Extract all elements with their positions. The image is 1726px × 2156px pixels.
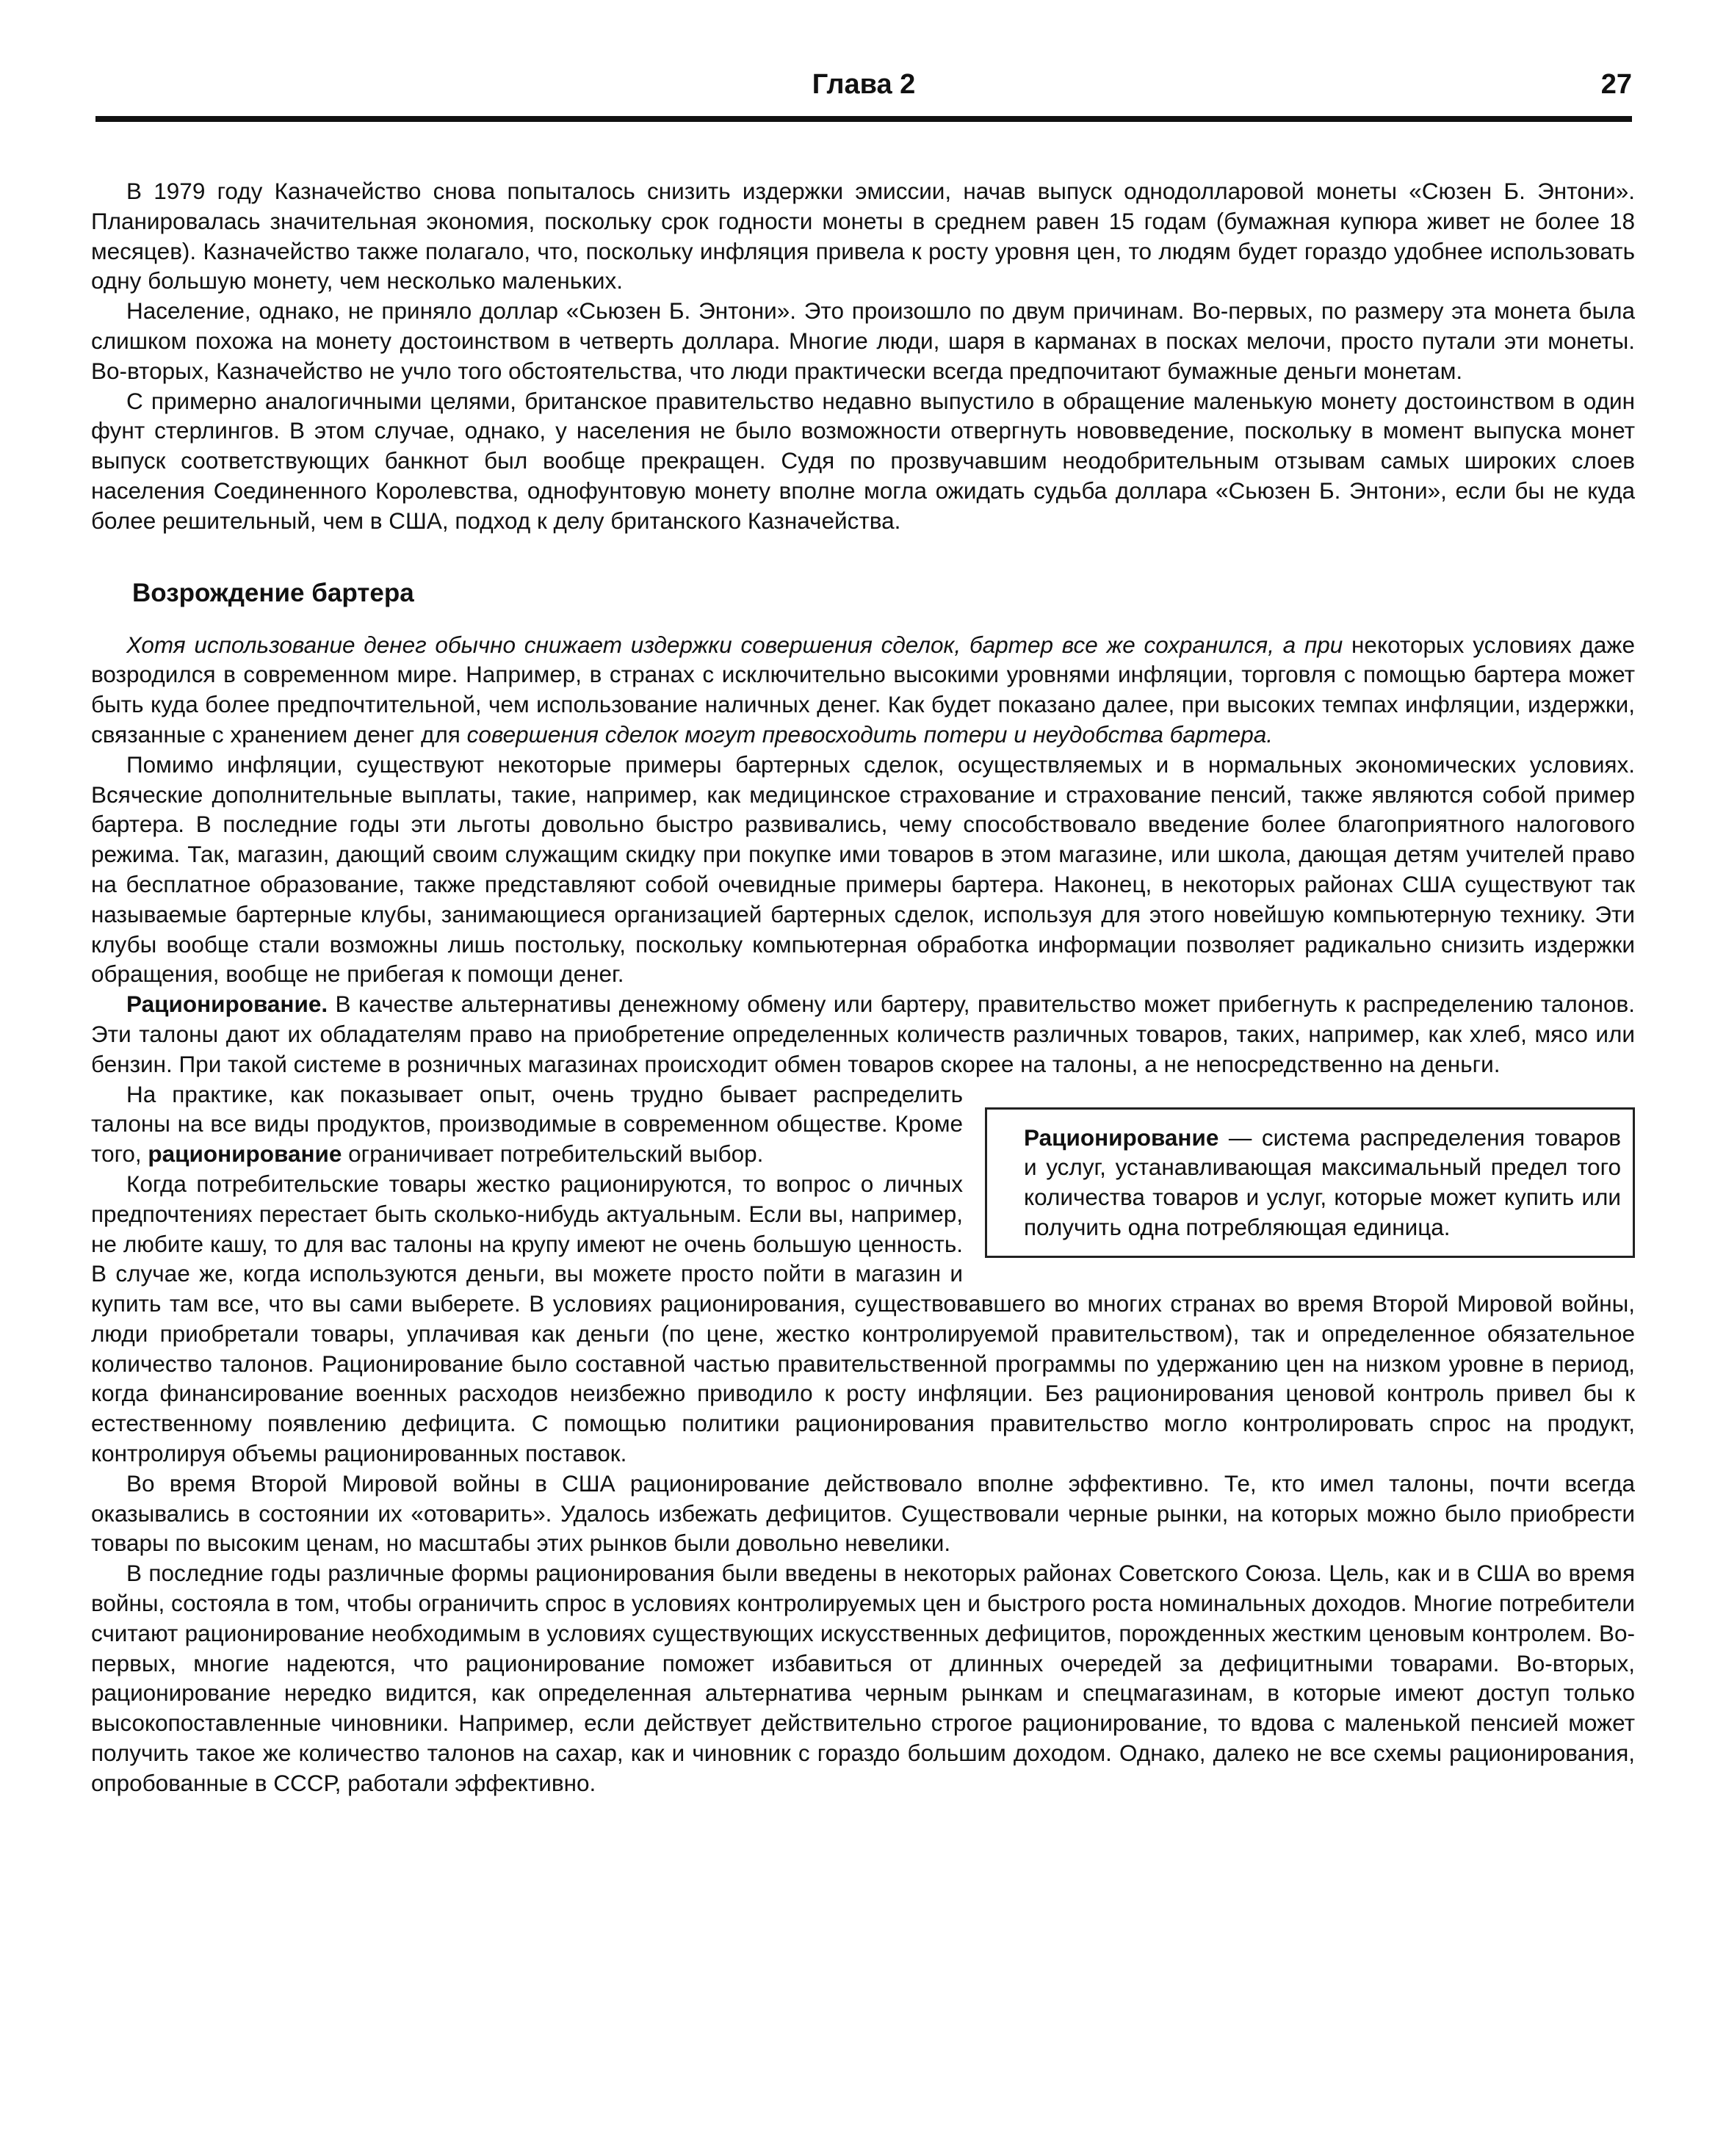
page-body — [91, 176, 1635, 1798]
definition-text — [1024, 1123, 1621, 1242]
emphasis-text: совершения сделок могут превосходить потери и неудобства бартера. — [466, 720, 1273, 748]
paragraph: В 1979 году Казначейство снова попыталось снизить издержки эмиссии, начав выпуск однодолларовой монеты «Сюзен Б. Энтони». Планировалась значительная экономия, поскольку срок годности монеты в среднем равен 15 годам (бумажная купюра живет не более 18 месяцев). Казначейство также полагало, что, поскольку инфляция привела к росту уровня цен, то людям будет гораздо удобнее использовать одну большую монету, чем несколько маленьких. — [91, 178, 1635, 294]
paragraph — [91, 989, 1635, 1079]
definition-body: — система распределения товаров и услуг, устанавливающая максимальный предел того количества товаров и услуг, которые может купить или получить одна потребляющая единица. — [1024, 1124, 1621, 1240]
run-in-heading: Рационирование. — [126, 991, 328, 1018]
paragraph: В последние годы различные формы рационирования были введены в некоторых районах Советского Союза. Цель, как и в США во время войны, состояла в том, чтобы ограничить спрос в условиях контролируемых цен и быстрого роста номинальных доходов. Многие потребители считают рационирование необходимым в условиях существующих искусственных дефицитов, порожденных жестким ценовым контролем. Во-первых, многие надеются, что рационирование поможет избавиться от длинных очередей за дефицитными товарами. Во-вторых, рационирование нередко видится, как определенная альтернатива черным рынкам и спецмагазинам, в которые имеют доступ только высокопоставленные чиновники. Например, если действует действительно строгое рационирование, то вдова с маленькой пенсией может получить такое же количество талонов на сахар, как и чиновник с гораздо большим доходом. Однако, далеко не все схемы рационирования, опробованные в СССР, работали эффективно. — [91, 1560, 1635, 1796]
page-number: 27 — [1600, 69, 1632, 100]
paragraph: Население, однако, не приняло доллар «Сьюзен Б. Энтони». Это произошло по двум причинам. Во-первых, по размеру эта монета была слишком похожа на монету достоинством в четверть доллара. Многие люди, шаря в карманах в посках мелочи, просто путали эти монеты. Во-вторых, Казначейство не учло того обстоятельства, что люди практически всегда предпочитают бумажные деньги монетам. — [91, 297, 1635, 384]
paragraph: С примерно аналогичными целями, британское правительство недавно выпустило в обращение маленькую монету достоинством в один фунт стерлингов. В этом случае, однако, у населения не было возможности отвергнуть нововведение, поскольку в момент выпуска монет выпуск соответствующих банкнот был вообще прекращен. Судя по прозвучавшим неодобрительным отзывам самых широких слоев населения Соединенного Королевства, однофунтовую монету вполне могла ожидать судьба доллара «Сьюзен Б. Энтони», если бы не куда более решительный, чем в США, подход к делу британского Казначейства. — [91, 387, 1635, 534]
paragraph-text: В качестве альтернативы денежному обмену или бартеру, правительство может прибегнуть к распределению талонов. Эти талоны дают их обладателям право на приобретение определенных количеств различных товаров, таких, например, как хлеб, мясо или бензин. При такой системе в розничных магазинах происходит обмен товаров скорее на талоны, а не непосредственно на деньги. — [91, 991, 1635, 1077]
chapter-title: Глава 2 — [812, 69, 916, 100]
key-term: рационирование — [148, 1140, 342, 1168]
paragraph: Во время Второй Мировой войны в США рационирование действовало вполне эффективно. Те, кто имел талоны, почти всегда оказывались в состоянии их «отоварить». Удалось избежать дефицитов. Существовали черные рынки, на которых можно было приобрести товары по высоким ценам, но масштабы этих рынков были довольно невелики. — [91, 1469, 1635, 1557]
paragraph: Когда потребительские товары жестко рационируются, то вопрос о личных предпочтениях перестает быть сколько-нибудь актуальным. Если вы, например, не любите кашу, то для вас талоны на крупу имеют не очень большую ценность. В случае же, когда используются деньги, вы можете просто пойти в магазин и купить там все, что вы сами выберете. В условиях рационирования, существовавшего во многих странах во время Второй Мировой войны, люди приобретали товары, уплачивая как деньги (по цене, жестко контролируемой правительством), так и определенное обязательное количество талонов. Рационирование было составной частью правительственной программы по удержанию цен на низком уровне в период, когда финансирование военных расходов неизбежно приводило к росту инфляции. Без рационирования ценовой контроль привел бы к естественному появлению дефицита. С помощью политики рационирования правительство могло контролировать спрос на продукт, контролируя объемы рационированных поставок. — [91, 1170, 1635, 1467]
section-heading: Возрождение бартера — [132, 578, 414, 607]
page-header — [95, 65, 1632, 122]
paragraph-text: некоторых условиях даже возродился в современном мире. Например, в странах с исключительно высокими уровнями инфляции, торговля с помощью бартера может быть куда более предпочтительной, чем использование наличных денег. Как будет показано далее, при высоких темпах инфляции, издержки, связанные с хранением денег для — [91, 631, 1635, 748]
emphasis-text: Хотя использование денег обычно снижает издержки совершения сделок, бартер все же сохранился, а при — [126, 631, 1343, 658]
definition-term: Рационирование — [1024, 1124, 1219, 1151]
paragraph — [91, 630, 1635, 750]
paragraph-text: ограничивает потребительский выбор. — [342, 1140, 764, 1168]
paragraph-text: На практике, как показывает опыт, очень трудно бывает распределить талоны на все виды продуктов, производимые в современном обществе. Кроме того, — [91, 1080, 963, 1168]
paragraph: Помимо инфляции, существуют некоторые примеры бартерных сделок, осуществляемых и в нормальных экономических условиях. Всяческие дополнительные выплаты, такие, например, как медицинское страхование и страхование пенсий, также являются собой пример бартера. В последние годы эти льготы довольно быстро развивались, чему способствовало введение более благоприятного налогового режима. Так, магазин, дающий своим служащим скидку при покупке ими товаров в этом магазине, или школа, дающая детям учителей право на бесплатное образование, также представляют собой очевидные примеры бартера. Наконец, в некоторых районах США существуют так называемые бартерные клубы, занимающиеся организацией бартерных сделок, используя для этого новейшую компьютерную технику. Эти клубы вообще стали возможны лишь постольку, поскольку компьютерная обработка информации позволяет радикально снизить издержки обращения, вообще не прибегая к помощи денег. — [91, 750, 1635, 988]
definition-box — [985, 1107, 1635, 1258]
